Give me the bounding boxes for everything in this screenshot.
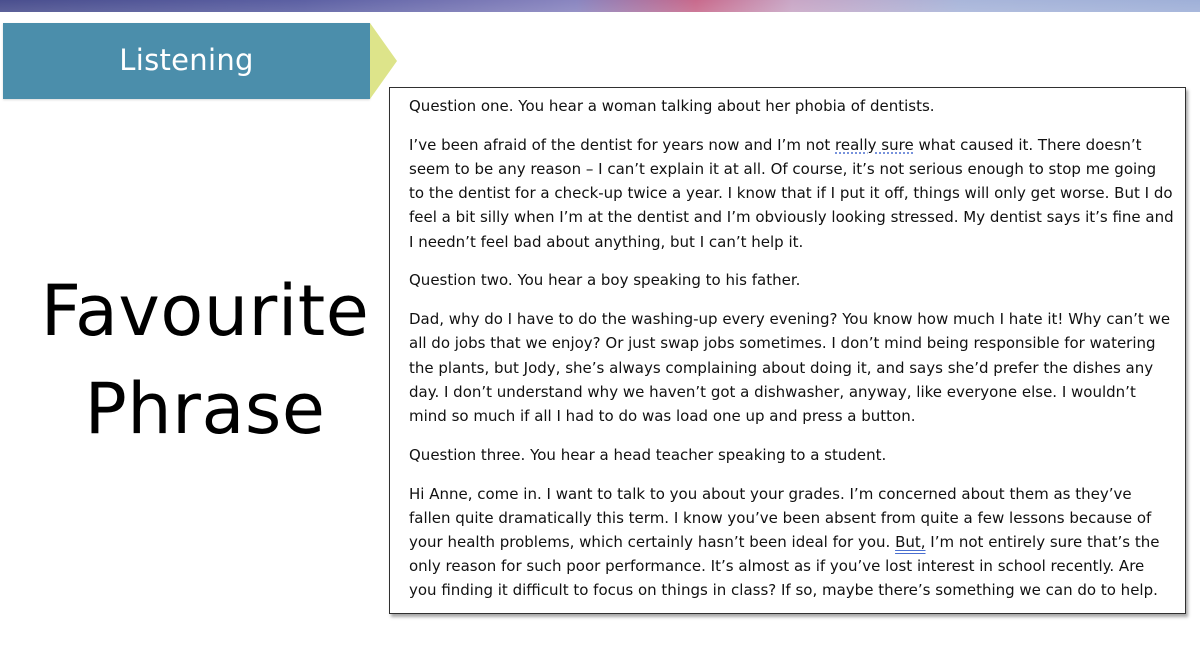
section-label: Listening	[119, 43, 254, 77]
question-3-text-end: I’m not entirely sure that’s the only reason for such poor performance. It’s almost as if you’ve lost interest in school recently. Are you finding it difficult to focus on things in class? If so, maybe there’s something we can do to help.	[409, 533, 1160, 600]
question-1-text-start: I’ve been afraid of the dentist for years now and I’m not	[409, 135, 836, 154]
question-3-heading: Question three. You hear a head teacher speaking to a student.	[409, 445, 887, 464]
header-image-strip	[0, 0, 1200, 12]
section-banner	[3, 23, 370, 99]
transcript-box[interactable]	[389, 87, 1186, 614]
slide-title-line-1: Favourite	[40, 270, 370, 352]
slide-title-line-2: Phrase	[84, 368, 326, 450]
question-1-transcript	[409, 133, 1175, 254]
question-2-transcript: Dad, why do I have to do the washing-up every evening? You know how much I hate it! Why can’t we all do jobs that we enjoy? Or just swap jobs sometimes. I don’t mind being responsible for watering the plants, but Jody, she’s always complaining about doing it, and says she’d prefer the dishes any day. I don’t understand why we haven’t got a dishwasher, anyway, like everyone else. I wouldn’t mind so much if all I had to do was load one up and press a button.	[409, 310, 1171, 426]
question-1-heading: Question one. You hear a woman talking about her phobia of dentists.	[409, 97, 935, 115]
question-3-text-start: Hi Anne, come in. I want to talk to you about your grades. I’m concerned about them as they’ve fallen quite dramatically this term. I know you’ve been absent from quite a few lessons because of your health problems, which certainly hasn’t been ideal for you.	[409, 484, 1152, 552]
grammar-flag-but[interactable]: But,	[895, 533, 926, 552]
question-2-heading: Question two. You hear a boy speaking to his father.	[409, 271, 801, 290]
question-3-transcript	[409, 482, 1175, 603]
grammar-flag-really-sure[interactable]: really sure	[835, 135, 914, 154]
question-1-text-end: what caused it. There doesn’t seem to be any reason – I can’t explain it at all. Of course, it’s not serious enough to stop me going to the dentist for a check-up twice a year. I know that if I put it off, things will only get worse. But I do feel a bit silly when I’m at the dentist and I’m obviously looking stressed. My dentist says it’s fine and I needn’t feel bad about anything, but I can’t help it.	[409, 135, 1174, 251]
slide-title	[0, 262, 410, 458]
